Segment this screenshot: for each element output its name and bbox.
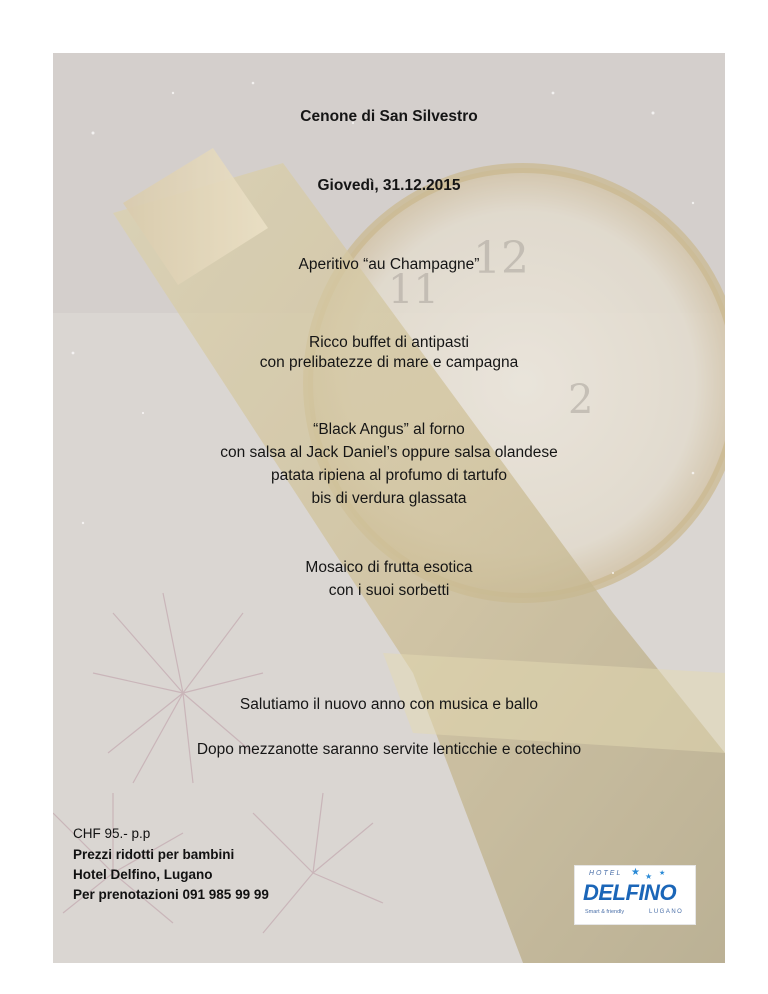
price-text: CHF 95.- p.p xyxy=(73,826,151,841)
menu-title: Cenone di San Silvestro xyxy=(300,108,478,125)
main-course-line-4: bis di verdura glassata xyxy=(311,490,467,507)
dessert-line-1: Mosaico di frutta esotica xyxy=(305,559,473,576)
booking-phone-text: Per prenotazioni 091 985 99 99 xyxy=(73,887,269,902)
main-course-line-2: con salsa al Jack Daniel’s oppure salsa olandese xyxy=(220,444,558,461)
svg-text:11: 11 xyxy=(388,267,439,313)
dessert-line-2: con i suoi sorbetti xyxy=(328,582,450,599)
antipasti-line-2: con prelibatezze di mare e campagna xyxy=(259,354,519,371)
main-course-line-3: patata ripiena al profumo di tartufo xyxy=(270,467,508,484)
logo-tagline-text: Smart & friendly xyxy=(585,909,625,915)
hotel-name-text: Hotel Delfino, Lugano xyxy=(73,867,213,882)
after-midnight-note: Dopo mezzanotte saranno servite lenticchie e cotechino xyxy=(196,741,582,758)
aperitivo-course: Aperitivo “au Champagne” xyxy=(298,256,480,273)
event-date: Giovedì, 31.12.2015 xyxy=(317,177,461,194)
logo-brand-text: DELFINO xyxy=(583,880,677,905)
svg-text:2: 2 xyxy=(568,377,594,423)
celebration-note: Salutiamo il nuovo anno con musica e ballo xyxy=(239,696,539,713)
main-course-line-1: “Black Angus” al forno xyxy=(313,421,465,438)
star-icon: ★ xyxy=(631,867,640,878)
logo-hotel-text: HOTEL xyxy=(589,870,623,877)
antipasti-line-1: Ricco buffet di antipasti xyxy=(309,334,469,351)
menu-poster xyxy=(53,53,725,963)
star-icon: ★ xyxy=(659,870,666,877)
svg-text:12: 12 xyxy=(473,233,529,284)
kids-discount-text: Prezzi ridotti per bambini xyxy=(73,847,235,862)
logo-city-text: LUGANO xyxy=(649,909,684,915)
star-icon: ★ xyxy=(645,872,653,881)
hotel-delfino-logo xyxy=(574,865,696,925)
